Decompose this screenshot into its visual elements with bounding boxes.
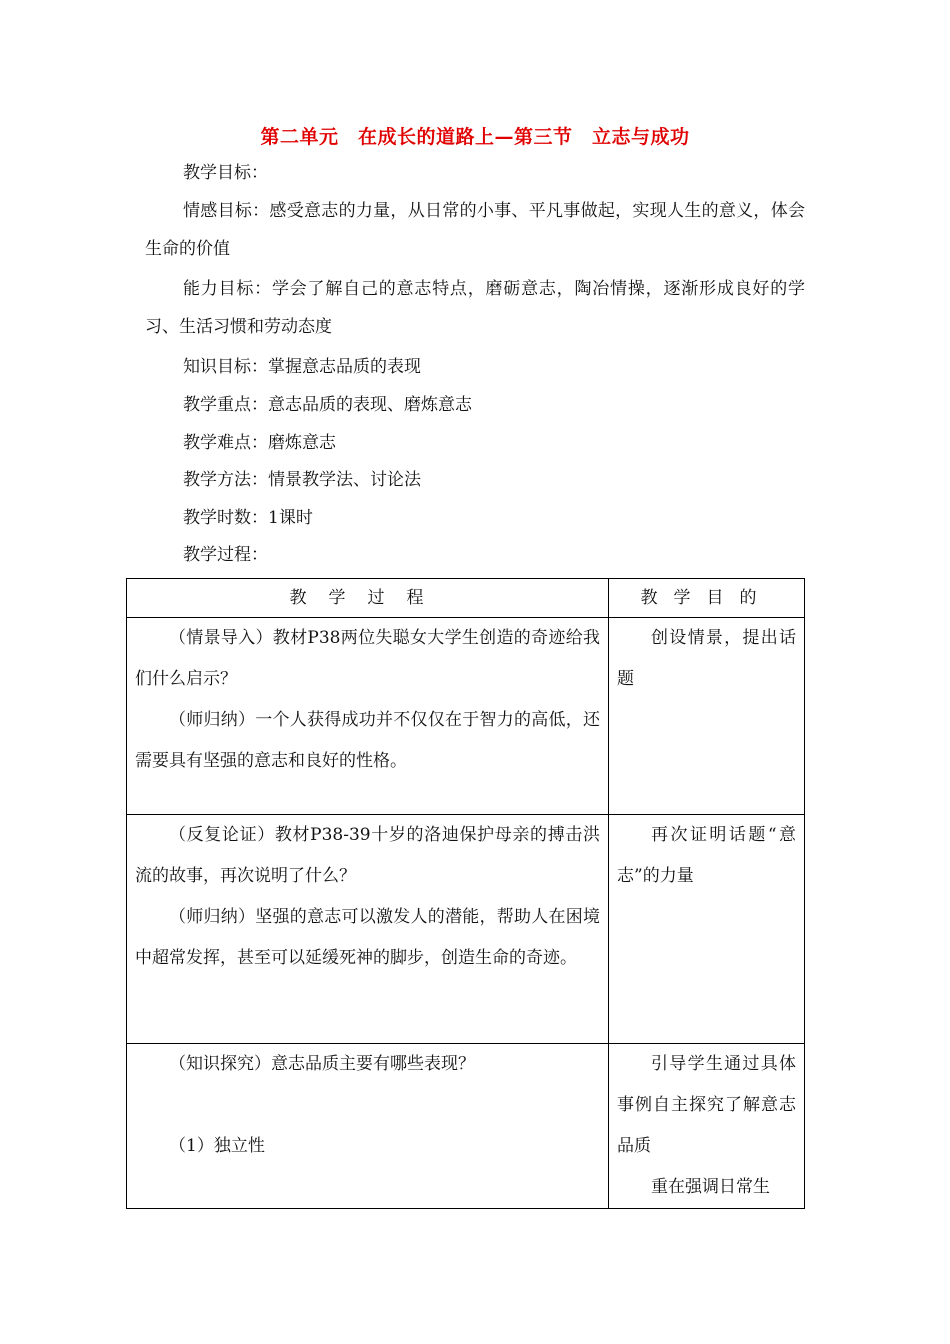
table-row (127, 1044, 805, 1209)
purpose-text: 引导学生通过具体事例自主探究了解意志品质 (617, 1054, 796, 1156)
table-header-row (127, 579, 805, 618)
teaching-method: 教学方法：情景教学法、讨论法 (183, 470, 421, 490)
purpose-text: 再次证明话题“意志”的力量 (617, 825, 796, 886)
teaching-difficulty: 教学难点：磨炼意志 (183, 433, 336, 453)
table-row (127, 618, 805, 815)
blank-space (135, 1085, 600, 1126)
header-process: 教学过程 (127, 579, 609, 618)
document-title: 第二单元 在成长的道路上—第三节 立志与成功 (260, 126, 690, 148)
purpose-text: 创设情景，提出话题 (617, 628, 796, 689)
process-cell (127, 1044, 609, 1209)
purpose-text: 重在强调日常生 (651, 1177, 770, 1197)
teaching-key-point: 教学重点：意志品质的表现、磨炼意志 (183, 395, 472, 415)
header-purpose: 教学目的 (609, 579, 805, 618)
table-row (127, 815, 805, 1044)
emotional-goal: 情感目标：感受意志的力量，从日常的小事、平凡事做起，实现人生的意义，体会生命的价值 (145, 201, 805, 259)
process-text: （反复论证）教材P38-39十岁的洛迪保护母亲的搏击洪流的故事，再次说明了什么？ (135, 825, 600, 886)
teaching-goals-heading: 教学目标： (183, 163, 268, 183)
purpose-cell (609, 1044, 805, 1209)
teaching-process-table (126, 578, 805, 1209)
process-text: （1）独立性 (169, 1136, 265, 1156)
ability-goal: 能力目标：学会了解自己的意志特点，磨砺意志，陶冶情操，逐渐形成良好的学习、生活习惯和劳动态度 (145, 279, 805, 337)
teaching-hours: 教学时数：1课时 (183, 508, 313, 528)
purpose-cell (609, 815, 805, 1044)
purpose-cell (609, 618, 805, 815)
process-text: （师归纳）一个人获得成功并不仅仅在于智力的高低，还需要具有坚强的意志和良好的性格。 (135, 710, 600, 771)
process-text: （师归纳）坚强的意志可以激发人的潜能，帮助人在困境中超常发挥，甚至可以延缓死神的脚步，创造生命的奇迹。 (135, 907, 600, 968)
process-text: （知识探究）意志品质主要有哪些表现？ (169, 1054, 475, 1074)
process-cell (127, 815, 609, 1044)
knowledge-goal: 知识目标：掌握意志品质的表现 (183, 357, 421, 377)
process-text: （情景导入）教材P38两位失聪女大学生创造的奇迹给我们什么启示？ (135, 628, 600, 689)
teaching-process-heading: 教学过程： (183, 545, 268, 565)
process-cell (127, 618, 609, 815)
